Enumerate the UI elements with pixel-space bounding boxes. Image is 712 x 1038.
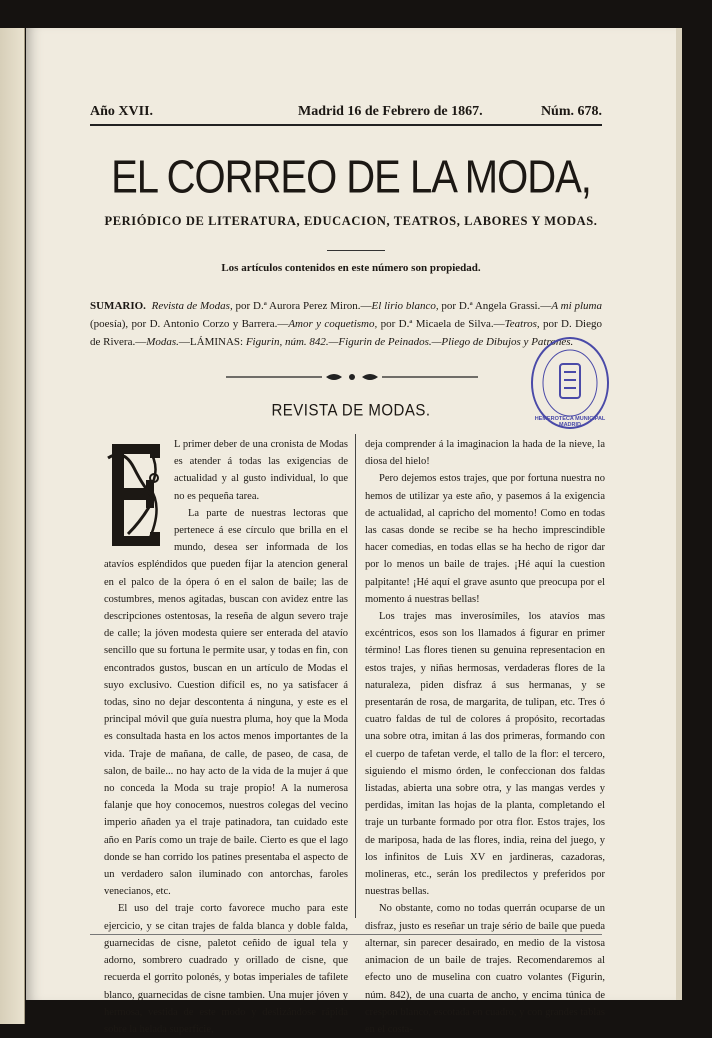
summary-text: por D.ª Aurora Perez Miron.— <box>232 300 372 312</box>
decorative-initial-e-icon <box>104 438 168 550</box>
summary <box>90 297 602 351</box>
paragraph: Pero dejemos estos trajes, que por fortuna nuestra no hemos de utilizar ya este año, y pasemos á la exigencia de actualidad, al capricho del momento! Como en todas las casas donde se recibe se ha hecho imprescindible hacer comedias, en todas ellas se ha hecho de rigor dar por lo menos un baile de trajes. ¡Hé aquí la cuestion palpitante! ¡Hé aquí el grave asunto que preocupa por el momento á nuestras bellas! <box>365 473 605 605</box>
article-right-column <box>365 436 605 1038</box>
bottom-rule <box>90 934 602 935</box>
summary-item: Teatros, <box>504 318 540 330</box>
masthead-subtitle: PERIÓDICO DE LITERATURA, EDUCACION, TEATROS, LABORES Y MODAS. <box>104 214 598 228</box>
column-divider <box>355 434 356 918</box>
ornament-divider-icon <box>226 370 478 384</box>
issue-year: Año XVII. <box>90 104 154 119</box>
paragraph: deja comprender á la imaginacion la hada de la nieve, la diosa del hielo! <box>365 439 605 468</box>
summary-item: Revista de Modas, <box>151 300 233 312</box>
summary-text: —LÁMINAS: <box>178 336 246 348</box>
summary-item: A mi pluma <box>551 300 602 312</box>
page-edge <box>676 28 682 1000</box>
issue-header <box>90 104 602 122</box>
paragraph: No obstante, como no todas querrán ocuparse de un disfraz, justo es reseñar un traje sério de baile que pueda alternar, sin parecer desairado, en medio de la vistosa animacion de un baile de trajes. Recomendaremos al efecto uno de muselina con cuatro volantes (Figurin, núm. 842), de una cuarta de ancho, y encima túnica de crespon blanco, escotada en cuadro, y con grandes tablas en el costa- <box>365 903 605 1035</box>
book-spine <box>0 28 25 1024</box>
summary-label: SUMARIO. <box>90 300 146 312</box>
paragraph: El uso del traje corto favorece mucho para este ejercicio, y se citan trajes de falda blanca y doble falda, guarnecidas de cisne, paletot ceñido de igual tela y adorno, sombrero cuadrado y orillado de cisne, que recuerda el gorrito polonés, y botas imperiales de tafilete blanco, guarnecidas de cisne tambien. Una mujer jóven y hermosa, vestida de este modo y deslizándose rápida sobre la helada superficie, <box>104 903 348 1035</box>
header-rule <box>90 124 602 126</box>
summary-text: por D.ª Angela Grassi.— <box>438 300 552 312</box>
summary-item: Modas. <box>146 336 179 348</box>
article-left-column <box>104 436 348 1038</box>
summary-item: Amor y coquetismo, <box>288 318 378 330</box>
stamp-text: HEMEROTECA MUNICIPAL MADRID <box>534 416 606 428</box>
divider-rule <box>327 250 385 251</box>
article-title: REVISTA DE MODAS. <box>271 401 431 420</box>
paragraph: La parte de nuestras lectoras que pertenece á ese círculo que brilla en el mundo, desea ser informada de los atavíos espléndidos que pueden fijar la atencion general en el palco de la ópera ó en el salon de baile; las de costumbres, menos agitadas, buscan con avidez entre las descripciones ostentosas, la reseña de algun severo traje de calle; la jóven modesta quiere ser enterada del atavío sencillo que su fortuna le permite usar, y todas en fin, con encontrados gustos, buscan en un artículo de Modas el suyo exclusivo. Cuestion difícil es, no ya satisfacer á todas, sino no dejar descontenta á ninguna, y este es el principal móvil que guía nuestra pluma, hoy que la Moda es consultada hasta en los actos menos importantes de la vida. Traje de mañana, de calle, de paseo, de casa, de salon, de baile... no hay acto de la vida de la mujer á que no conceda la Moda su traje propio! A la numerosa falanje que hoy conocemos, nuestros colegas del vecino imperio añaden ya el traje patinadora, tan cuidado este año en París como un traje de baile. Cierto es que el lago donde se han corrido los patines presentaba el aspecto de un verdadero salon iluminado con antorchas, faroles venecianos, etc. <box>104 507 348 898</box>
paragraph: Los trajes mas inverosímiles, los atavíos mas excéntricos, esos son los llamados á figurar en primer término! Las flores tienen su genuina representacion en estos trajes, y niñas hermosas, verdaderas flores de la naturaleza, piden disfraz á sus hermanas, y se presentarán de rosa, de margarita, de tulipan, etc. Tres ó cuatro faldas de tul de colores á propósito, recortadas una sobre otra, imitan á las dos primeras, formando con el cuerpo de tafetan verde, el tallo de la flor: el tercero, siguiendo el mismo órden, le confeccionan dos faldas listadas, abierta una sobre otra, y las mangas verdes y perdidas, imitan las hojas de la planta, completando el traje un turbante formado por otra flor. Estos trajes, los de mariposa, hada de las flores, india, reina del juego, y los infinitos de Luis XV en jardineras, cazadoras, molineras, etc., serán los predilectos y preferidos por nuestras bellas. <box>365 611 605 898</box>
property-notice: Los artículos contenidos en este número son propiedad. <box>221 262 481 274</box>
summary-text: por D. Diego de Rivera.— <box>90 318 602 348</box>
masthead-title: EL CORREO DE LA MODA, <box>111 152 591 203</box>
summary-text: por D.ª Micaela de Silva.— <box>377 318 505 330</box>
issue-date: Madrid 16 de Febrero de 1867. <box>298 104 483 119</box>
summary-text: (poesía), por D. Antonio Corzo y Barrera.— <box>90 318 289 330</box>
issue-number: Núm. 678. <box>540 104 602 119</box>
summary-item: Figurin, núm. 842.—Figurin de Peinados.—Pliego de Dibujos y Patrones. <box>245 336 574 348</box>
summary-item: El lirio blanco, <box>371 300 439 312</box>
paragraph: L primer deber de una cronista de Modas es atender á todas las exigencias de actualidad y al gusto individual, lo que no es pequeña tarea. <box>174 439 348 502</box>
